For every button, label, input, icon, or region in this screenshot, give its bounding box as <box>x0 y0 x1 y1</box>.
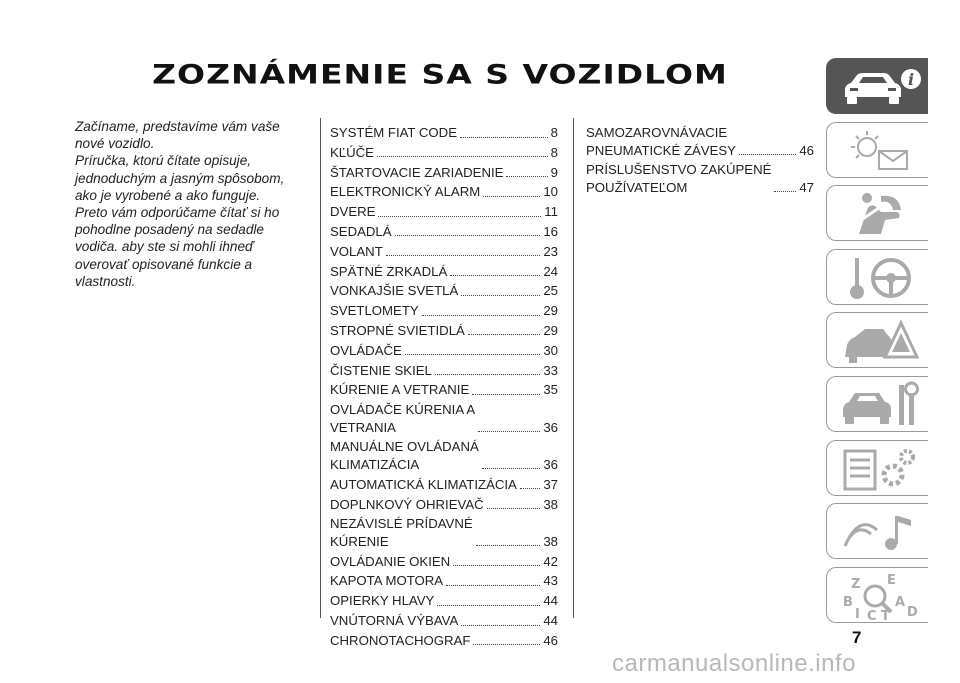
column-divider <box>573 118 574 618</box>
car-maintenance-tools-icon <box>837 381 921 429</box>
toc-entry-page: 42 <box>543 553 558 569</box>
toc-entry[interactable] <box>330 381 558 399</box>
dot-leader <box>453 565 540 566</box>
intro-text <box>75 118 307 290</box>
toc-entry-page: 25 <box>543 283 558 299</box>
airbag-seat-icon <box>837 190 921 238</box>
toc-entry-page: 23 <box>543 243 558 259</box>
multimedia-music-icon <box>837 508 921 556</box>
toc-entry-label: SPÄTNÉ ZRKADLÁ <box>330 263 448 279</box>
dot-leader <box>774 191 796 192</box>
dot-leader <box>478 431 540 432</box>
toc-entry-page: 16 <box>543 223 558 239</box>
dot-leader <box>395 235 541 236</box>
toc-entry[interactable] <box>330 144 558 162</box>
toc-entry-page: 37 <box>543 476 558 492</box>
tab-in-an-emergency[interactable] <box>826 312 928 368</box>
toc-entry-page: 46 <box>799 142 814 158</box>
warning-lights-message-icon <box>837 127 921 175</box>
toc-entry-label: SEDADLÁ <box>330 223 392 239</box>
dot-leader <box>437 605 540 606</box>
dot-leader <box>405 354 541 355</box>
toc-entry[interactable] <box>330 263 558 281</box>
toc-entry-label: VNÚTORNÁ VÝBAVA <box>330 613 459 629</box>
dot-leader <box>476 545 541 546</box>
intro-paragraph: Preto vám odporúčame čítať si ho pohodlne posadený na sedadle vodiča. aby ste si mohli ihneď overovať opisované funkcie a vlastnosti. <box>75 205 280 289</box>
toc-entry[interactable] <box>330 592 558 610</box>
toc-entry[interactable] <box>330 572 558 590</box>
toc-entry-label: SVETLOMETY <box>330 303 419 319</box>
toc-entry[interactable] <box>330 612 558 630</box>
dot-leader <box>386 255 541 256</box>
watermark: carmanualsonline.info <box>612 650 856 677</box>
toc-entry[interactable] <box>330 632 558 650</box>
toc-entry-label: OPIERKY HLAVY <box>330 593 435 609</box>
toc-column-2 <box>586 124 814 199</box>
toc-entry[interactable] <box>330 496 558 514</box>
toc-entry-label: SYSTÉM FIAT CODE <box>330 125 458 140</box>
toc-entry[interactable] <box>586 124 814 159</box>
toc-entry-label: DOPLNKOVÝ OHRIEVAČ <box>330 496 484 512</box>
tab-index[interactable] <box>826 567 928 623</box>
toc-entry-label: PRÍSLUŠENSTVO ZAKÚPENÉ POUŽÍVATEĽOM <box>586 162 772 195</box>
toc-entry-page: 11 <box>544 204 558 220</box>
toc-entry-label: MANUÁLNE OVLÁDANÁ KLIMATIZÁCIA <box>330 439 479 472</box>
dot-leader <box>739 154 796 155</box>
svg-text:A: A <box>895 594 906 610</box>
dot-leader <box>446 585 540 586</box>
toc-entry-label: KĽÚČE <box>330 144 374 160</box>
dot-leader <box>378 216 541 217</box>
toc-entry-label: STROPNÉ SVIETIDLÁ <box>330 322 465 338</box>
key-steering-wheel-icon <box>837 254 921 302</box>
toc-entry-label: ČISTENIE SKIEL <box>330 362 432 378</box>
toc-entry[interactable] <box>330 183 558 201</box>
svg-text:D: D <box>907 604 918 620</box>
toc-entry-label: DVERE <box>330 204 376 220</box>
alphabetical-index-search-icon <box>837 572 921 620</box>
toc-entry[interactable] <box>330 553 558 571</box>
toc-entry-label: SAMOZAROVNÁVACIE PNEUMATICKÉ ZÁVESY <box>586 125 736 158</box>
toc-entry-page: 36 <box>543 419 558 435</box>
tab-dashboard-warning-lights[interactable] <box>826 122 928 178</box>
intro-paragraph: Príručka, ktorú čítate opisuje, jednoduchým a jasným spôsobom, ako je vyrobené a ako funguje. <box>75 153 285 203</box>
toc-entry-label: OVLÁDANIE OKIEN <box>330 553 451 569</box>
toc-entry-page: 36 <box>543 456 558 472</box>
page-title: ZOZNÁMENIE SA S VOZIDLOM <box>152 58 728 90</box>
intro-paragraph: Začíname, predstavíme vám vaše nové vozidlo. <box>75 119 280 152</box>
dot-leader <box>468 334 540 335</box>
toc-entry-page: 35 <box>543 382 558 398</box>
toc-entry-page: 29 <box>543 303 558 319</box>
tab-getting-to-know-vehicle[interactable] <box>826 58 928 114</box>
toc-entry-page: 33 <box>543 362 558 378</box>
toc-entry-label: ŠTARTOVACIE ZARIADENIE <box>330 164 504 180</box>
toc-entry[interactable] <box>586 161 814 196</box>
tab-technical-data[interactable] <box>826 440 928 496</box>
toc-entry[interactable] <box>330 476 558 494</box>
toc-column-1 <box>330 124 558 652</box>
toc-entry[interactable] <box>330 282 558 300</box>
toc-entry-label: VONKAJŠIE SVETLÁ <box>330 283 459 299</box>
svg-text:I: I <box>855 606 860 620</box>
toc-entry[interactable] <box>330 515 558 550</box>
toc-entry[interactable] <box>330 401 558 436</box>
toc-entry-label: NEZÁVISLÉ PRÍDAVNÉ KÚRENIE <box>330 516 473 549</box>
dot-leader <box>461 295 540 296</box>
toc-entry-page: 8 <box>550 125 558 140</box>
dot-leader <box>506 176 547 177</box>
dot-leader <box>377 156 548 157</box>
accident-warning-triangle-icon <box>837 317 921 365</box>
tab-safety[interactable] <box>826 185 928 241</box>
toc-entry-page: 29 <box>543 322 558 338</box>
dot-leader <box>473 644 540 645</box>
toc-entry-label: VOLANT <box>330 243 383 259</box>
svg-text:i: i <box>908 70 915 89</box>
page-number: 7 <box>852 628 862 647</box>
dot-leader <box>482 468 541 469</box>
tab-multimedia[interactable] <box>826 503 928 559</box>
toc-entry-label: AUTOMATICKÁ KLIMATIZÁCIA <box>330 476 517 492</box>
toc-entry[interactable] <box>330 322 558 340</box>
chapter-tabs <box>826 58 928 630</box>
toc-entry-page: 44 <box>543 613 558 629</box>
toc-entry-page: 30 <box>543 342 558 358</box>
toc-entry[interactable] <box>330 362 558 380</box>
toc-entry[interactable] <box>330 243 558 261</box>
toc-entry-label: CHRONOTACHOGRAF <box>330 632 471 648</box>
svg-text:Z: Z <box>851 576 861 592</box>
dot-leader <box>450 275 540 276</box>
dot-leader <box>487 508 541 509</box>
toc-entry[interactable] <box>330 302 558 320</box>
technical-data-gear-icon <box>837 445 921 493</box>
toc-entry-page: 47 <box>799 179 814 195</box>
toc-entry[interactable] <box>330 164 558 182</box>
car-info-icon <box>837 63 921 111</box>
toc-entry[interactable] <box>330 223 558 241</box>
toc-entry-label: ELEKTRONICKÝ ALARM <box>330 184 481 200</box>
toc-entry-page: 46 <box>543 632 558 648</box>
toc-entry-page: 38 <box>543 496 558 512</box>
toc-entry-page: 44 <box>543 593 558 609</box>
column-divider <box>320 118 321 618</box>
toc-entry[interactable] <box>330 342 558 360</box>
toc-entry[interactable] <box>330 124 558 142</box>
toc-entry[interactable] <box>330 438 558 473</box>
svg-text:T: T <box>881 608 890 620</box>
toc-entry-label: OVLÁDAČE <box>330 342 402 358</box>
dot-leader <box>520 488 540 489</box>
toc-entry-page: 38 <box>543 533 558 549</box>
toc-entry-label: KAPOTA MOTORA <box>330 573 444 589</box>
toc-entry-label: KÚRENIE A VETRANIE <box>330 382 470 398</box>
dot-leader <box>435 374 540 375</box>
dot-leader <box>472 394 540 395</box>
svg-text:C: C <box>867 608 877 620</box>
dot-leader <box>422 315 541 316</box>
svg-text:E: E <box>887 572 896 588</box>
dot-leader <box>461 625 540 626</box>
tab-servicing-and-maintenance[interactable] <box>826 376 928 432</box>
toc-entry-label: OVLÁDAČE KÚRENIA A VETRANIA <box>330 402 476 435</box>
toc-entry-page: 9 <box>550 164 558 180</box>
toc-entry-page: 8 <box>550 144 558 160</box>
dot-leader <box>483 196 540 197</box>
dot-leader <box>460 137 548 138</box>
toc-entry-page: 43 <box>543 573 558 589</box>
toc-entry-page: 10 <box>543 184 558 200</box>
toc-entry[interactable] <box>330 203 558 221</box>
toc-entry-page: 24 <box>543 263 558 279</box>
svg-text:B: B <box>843 594 853 610</box>
tab-starting-and-driving[interactable] <box>826 249 928 305</box>
